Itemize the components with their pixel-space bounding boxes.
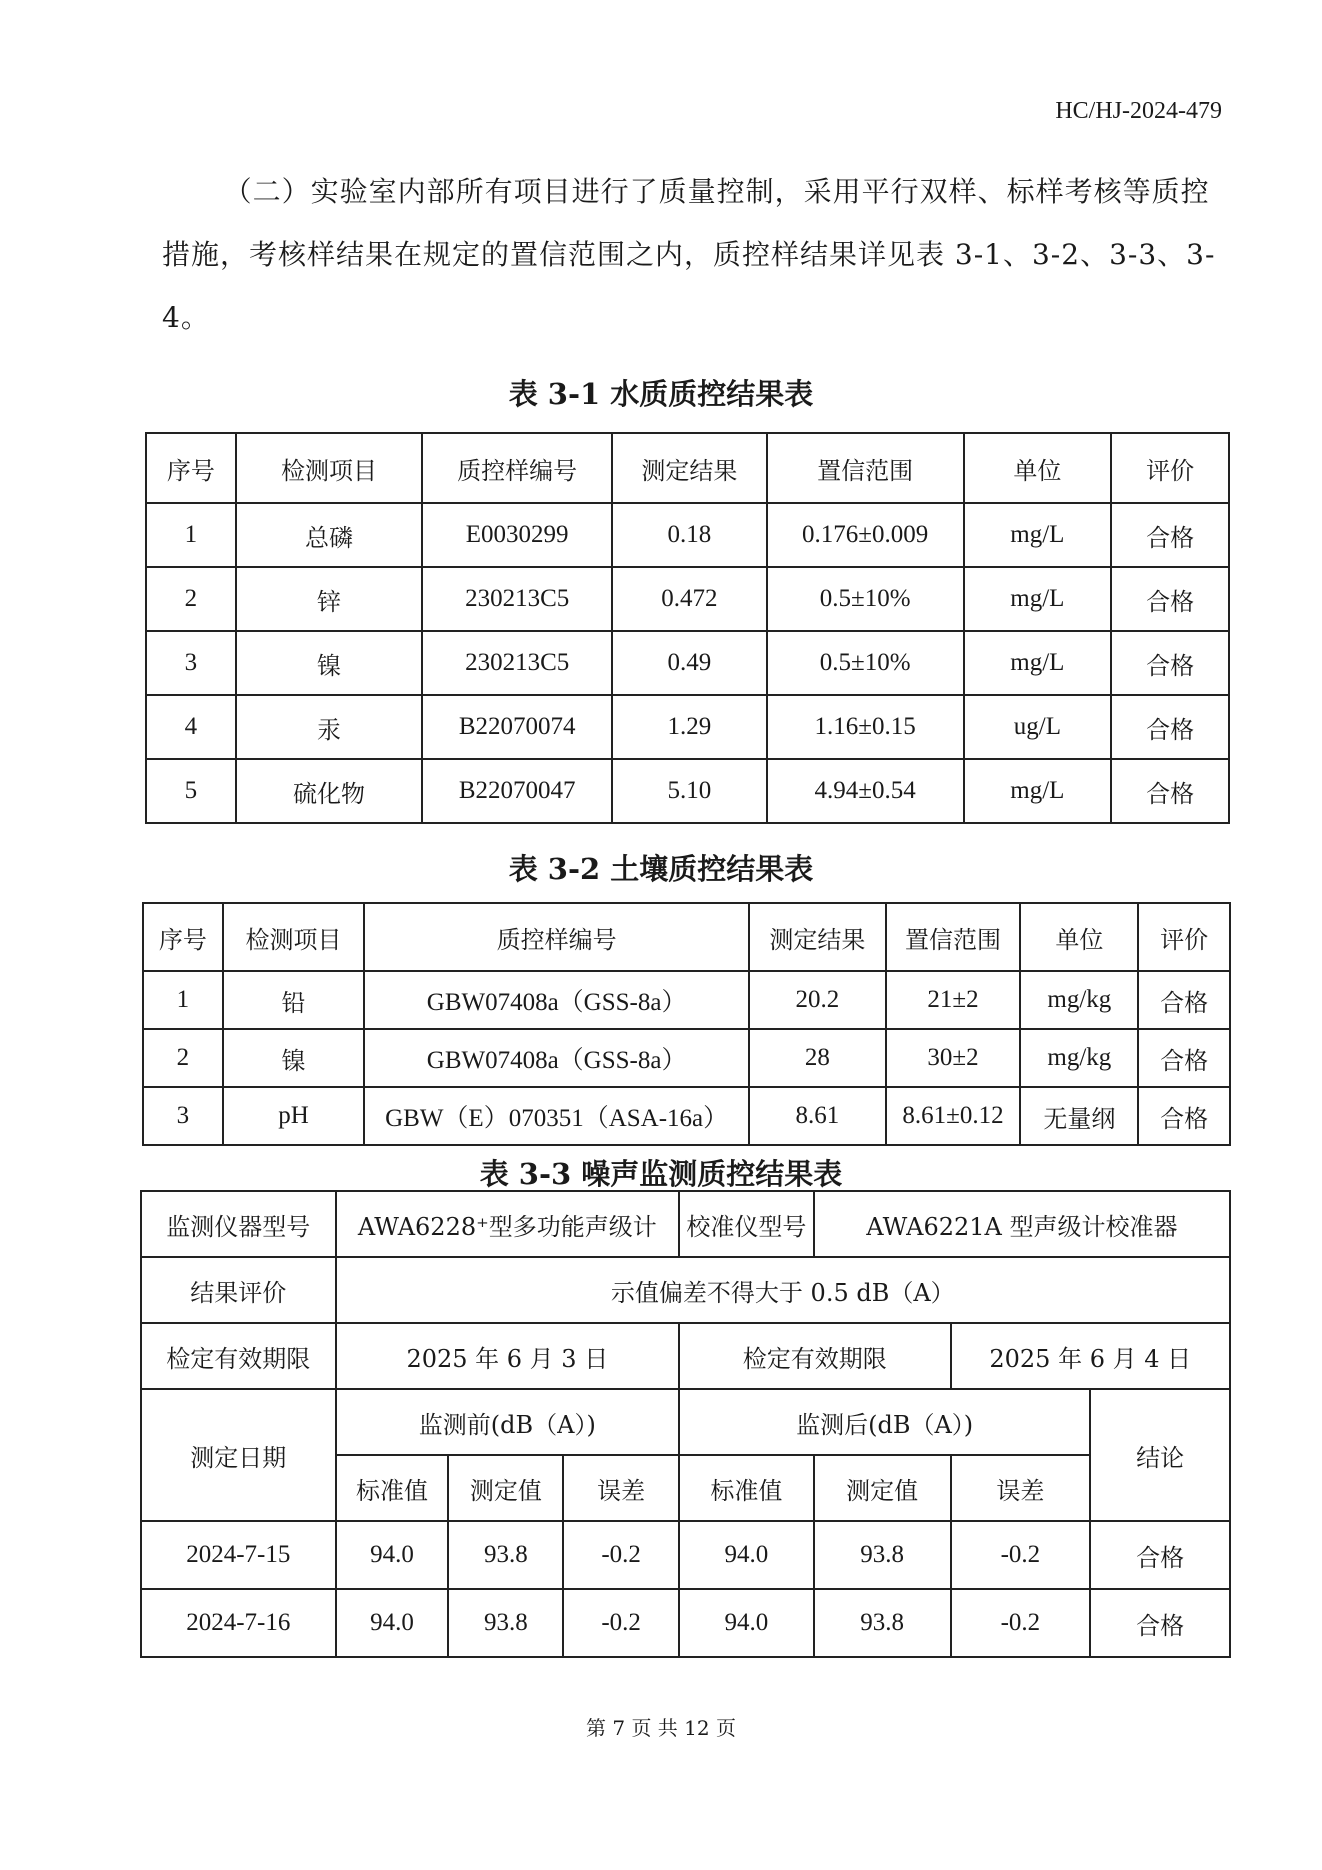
cell: -0.2 (951, 1589, 1091, 1657)
table1-header-row (146, 433, 1229, 503)
cell: 4.94±0.54 (767, 759, 964, 823)
cell: 2 (143, 1029, 223, 1087)
conclusion-label: 结论 (1090, 1389, 1230, 1521)
before-label: 监测前(dB（A）) (336, 1389, 679, 1455)
header-cell: 置信范围 (767, 433, 964, 503)
cell: 合格 (1111, 631, 1229, 695)
cell: 铅 (223, 971, 364, 1029)
validity-row (141, 1323, 1230, 1389)
cell: 0.472 (612, 567, 767, 631)
header-cell: 置信范围 (886, 903, 1021, 971)
cell: -0.2 (563, 1521, 679, 1589)
cell: 230213C5 (422, 631, 612, 695)
cell: -0.2 (563, 1589, 679, 1657)
cell: 镍 (223, 1029, 364, 1087)
cell: GBW07408a（GSS-8a） (364, 971, 749, 1029)
table-row (141, 1521, 1230, 1589)
cell: mg/L (964, 503, 1112, 567)
table3-caption: 表 3-3 噪声监测质控结果表 (479, 1157, 843, 1191)
header-cell: 单位 (1020, 903, 1138, 971)
header-cell: 测定结果 (749, 903, 886, 971)
table-row (141, 1589, 1230, 1657)
validity-value: 2025 年 6 月 4 日 (951, 1323, 1230, 1389)
cell: 8.61 (749, 1087, 886, 1145)
cell: 镍 (236, 631, 422, 695)
cell: 总磷 (236, 503, 422, 567)
cell: mg/L (964, 567, 1112, 631)
cell: 合格 (1111, 567, 1229, 631)
cell: 93.8 (814, 1521, 951, 1589)
cell: 94.0 (336, 1589, 449, 1657)
cell: 8.61±0.12 (886, 1087, 1021, 1145)
table1-caption: 表 3-1 水质质控结果表 (508, 377, 814, 411)
validity-value: 2025 年 6 月 3 日 (336, 1323, 679, 1389)
cell: 1.29 (612, 695, 767, 759)
cell: 合格 (1138, 1029, 1230, 1087)
header-cell: 序号 (146, 433, 236, 503)
cell: 93.8 (448, 1521, 563, 1589)
table-row (146, 567, 1229, 631)
water-qc-table (145, 432, 1230, 824)
table-row (143, 971, 1230, 1029)
calibrator-label: 校准仪型号 (679, 1191, 814, 1257)
header-cell: 质控样编号 (422, 433, 612, 503)
header-cell: 序号 (143, 903, 223, 971)
sub-header-cell: 误差 (563, 1455, 679, 1521)
cell: 30±2 (886, 1029, 1021, 1087)
instrument-label: 监测仪器型号 (141, 1191, 336, 1257)
result-eval-row (141, 1257, 1230, 1323)
after-label: 监测后(dB（A）) (679, 1389, 1090, 1455)
cell: mg/kg (1020, 1029, 1138, 1087)
table-row (146, 759, 1229, 823)
cell: 合格 (1138, 1087, 1230, 1145)
cell: 93.8 (448, 1589, 563, 1657)
cell: 0.5±10% (767, 631, 964, 695)
table-row (146, 503, 1229, 567)
cell: 0.176±0.009 (767, 503, 964, 567)
cell: 锌 (236, 567, 422, 631)
date-label: 测定日期 (141, 1389, 336, 1521)
measure-header-row (141, 1389, 1230, 1455)
cell: 硫化物 (236, 759, 422, 823)
instrument-model: AWA6228⁺型多功能声级计 (336, 1191, 679, 1257)
cell: mg/L (964, 759, 1112, 823)
cell: 2024-7-16 (141, 1589, 336, 1657)
table2-header-row (143, 903, 1230, 971)
cell: 合格 (1111, 503, 1229, 567)
cell: 合格 (1090, 1521, 1230, 1589)
cell: 合格 (1111, 759, 1229, 823)
cell: 94.0 (679, 1589, 814, 1657)
cell: 2024-7-15 (141, 1521, 336, 1589)
table-row (143, 1029, 1230, 1087)
cell: 合格 (1138, 971, 1230, 1029)
sub-header-cell: 误差 (951, 1455, 1091, 1521)
page-footer: 第 7 页 共 12 页 (586, 1716, 736, 1740)
noise-qc-table (140, 1190, 1231, 1658)
header-cell: 检测项目 (223, 903, 364, 971)
cell: 5 (146, 759, 236, 823)
header-cell: 质控样编号 (364, 903, 749, 971)
cell: 94.0 (679, 1521, 814, 1589)
cell: 5.10 (612, 759, 767, 823)
header-cell: 单位 (964, 433, 1112, 503)
cell: GBW（E）070351（ASA-16a） (364, 1087, 749, 1145)
cell: pH (223, 1087, 364, 1145)
cell: 28 (749, 1029, 886, 1087)
sub-header-cell: 标准值 (679, 1455, 814, 1521)
validity-label: 检定有效期限 (679, 1323, 951, 1389)
header-cell: 评价 (1138, 903, 1230, 971)
result-eval-value: 示值偏差不得大于 0.5 dB（A） (336, 1257, 1230, 1323)
header-cell: 检测项目 (236, 433, 422, 503)
cell: 21±2 (886, 971, 1021, 1029)
header-cell: 评价 (1111, 433, 1229, 503)
cell: B22070074 (422, 695, 612, 759)
cell: E0030299 (422, 503, 612, 567)
cell: mg/kg (1020, 971, 1138, 1029)
cell: 2 (146, 567, 236, 631)
sub-header-cell: 测定值 (448, 1455, 563, 1521)
table-row (146, 631, 1229, 695)
cell: 合格 (1090, 1589, 1230, 1657)
cell: 1 (146, 503, 236, 567)
calibrator-model: AWA6221A 型声级计校准器 (814, 1191, 1230, 1257)
validity-label: 检定有效期限 (141, 1323, 336, 1389)
table-row (143, 1087, 1230, 1145)
cell: GBW07408a（GSS-8a） (364, 1029, 749, 1087)
cell: mg/L (964, 631, 1112, 695)
cell: 3 (146, 631, 236, 695)
instrument-row (141, 1191, 1230, 1257)
cell: 94.0 (336, 1521, 449, 1589)
cell: 0.5±10% (767, 567, 964, 631)
intro-paragraph (162, 160, 1222, 349)
soil-qc-table (142, 902, 1231, 1146)
cell: 20.2 (749, 971, 886, 1029)
result-eval-label: 结果评价 (141, 1257, 336, 1323)
header-cell: 测定结果 (612, 433, 767, 503)
cell: 合格 (1111, 695, 1229, 759)
cell: 汞 (236, 695, 422, 759)
cell: 4 (146, 695, 236, 759)
cell: 0.49 (612, 631, 767, 695)
cell: 0.18 (612, 503, 767, 567)
cell: 230213C5 (422, 567, 612, 631)
paragraph-text: （二）实验室内部所有项目进行了质量控制，采用平行双样、标样考核等质控措施，考核样结果在规定的置信范围之内，质控样结果详见表 3-1、3-2、3-3、3-4。 (162, 175, 1216, 334)
cell: 无量纲 (1020, 1087, 1138, 1145)
table2-caption: 表 3-2 土壤质控结果表 (508, 852, 814, 886)
sub-header-cell: 标准值 (336, 1455, 449, 1521)
cell: -0.2 (951, 1521, 1091, 1589)
cell: B22070047 (422, 759, 612, 823)
cell: 93.8 (814, 1589, 951, 1657)
document-number: HC/HJ-2024-479 (1055, 98, 1222, 124)
cell: 3 (143, 1087, 223, 1145)
cell: ug/L (964, 695, 1112, 759)
sub-header-cell: 测定值 (814, 1455, 951, 1521)
table-row (146, 695, 1229, 759)
cell: 1 (143, 971, 223, 1029)
cell: 1.16±0.15 (767, 695, 964, 759)
